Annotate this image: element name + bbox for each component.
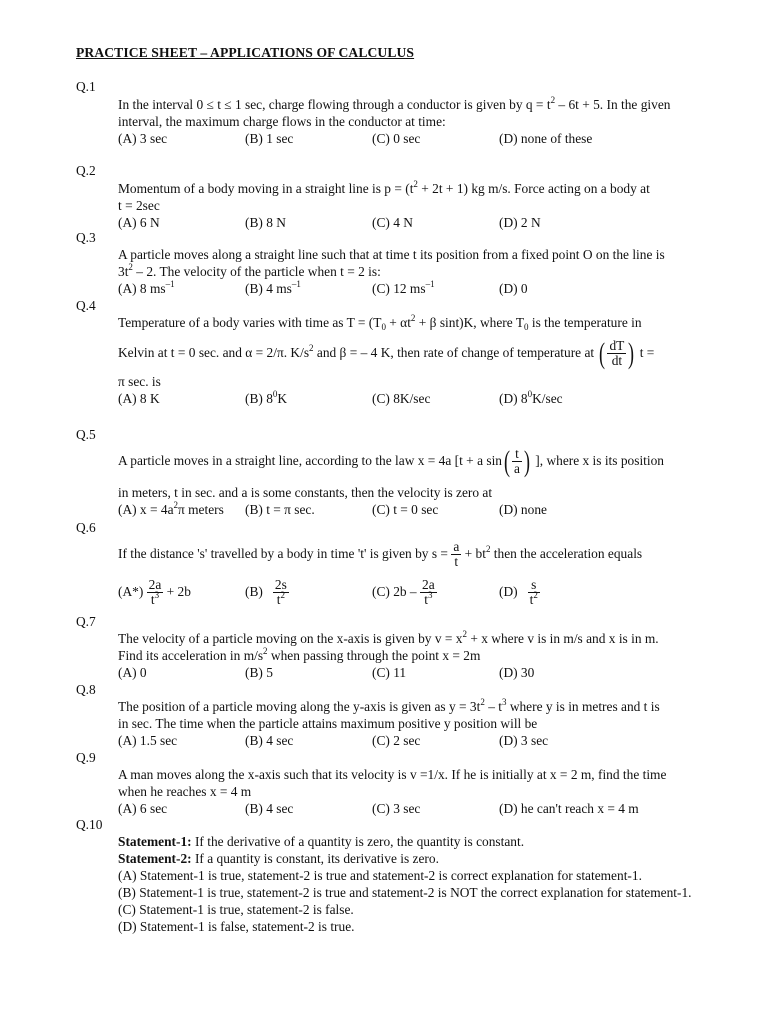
right-paren: ) [523, 444, 530, 478]
options [118, 130, 692, 147]
question-text: Find its acceleration in $m/s^2$ when passing through the point x = 2m [118, 646, 481, 663]
option-b: (B) 1 sec [245, 131, 294, 146]
right-paren: ) [628, 336, 635, 370]
option-c: (C) 3 sec [372, 801, 421, 816]
question-text: A particle moves along a straight line such that at time t its position from a fixed point O on the line is [118, 247, 665, 262]
option-c: (C) 11 [372, 665, 407, 680]
question-number: Q.8 [76, 682, 96, 697]
option-b: (B) 8 N [245, 215, 286, 230]
question-body [118, 314, 692, 407]
question-body [118, 180, 692, 231]
question-body [118, 96, 692, 147]
options [118, 280, 692, 297]
option-d: (D) none of these [499, 131, 593, 146]
choice-d: (D) Statement-1 is false, statement-2 is true. [118, 919, 355, 934]
option-d: (D) $8^0K/\sec$ [499, 389, 563, 406]
options [118, 501, 692, 518]
question-number: Q.5 [76, 427, 96, 442]
option-d: (D) 3 sec [499, 733, 549, 748]
fraction-a-t: $\frac{a}{t}$ [453, 539, 460, 570]
option-c: (C) t = 0 sec [372, 502, 439, 517]
options [118, 732, 692, 749]
option-c: (C) 8K/sec [372, 391, 431, 406]
statement-2: Statement-2: If a quantity is constant, its derivative is zero. [118, 851, 439, 866]
question-text: when he reaches x = 4 m [118, 784, 252, 799]
question-text: Kelvin at t = 0 sec. and α = 2/π. $K/s^2$ and β = – 4 K, then rate of change of temperature at ( $\frac{dT}{dt}$ ) t = [118, 336, 655, 370]
options [118, 214, 692, 231]
option-a: (A) 6 N [118, 215, 160, 230]
question-body [118, 246, 692, 297]
question-body [118, 537, 692, 609]
option-b: (B) 4 $ms^{-1}$ [245, 279, 301, 296]
option-d: (D) 0 [499, 281, 528, 296]
option-c: (C) 2 sec [372, 733, 421, 748]
option-d: (D) 30 [499, 665, 535, 680]
sheet-title: PRACTICE SHEET – APPLICATIONS OF CALCULUS [76, 45, 415, 60]
option-d: (D) $\frac{s}{t^2}$ [499, 577, 538, 608]
option-b: (B) 4 sec [245, 801, 294, 816]
option-b: (B) t = π sec. [245, 502, 315, 517]
left-paren: ( [504, 444, 510, 478]
option-d: (D) he can't reach x = 4 m [499, 801, 639, 816]
question-text: The velocity of a particle moving on the x-axis is given by $v = x^2 + x$ where v is in m/s and x is in m. [118, 629, 659, 646]
question-number: Q.9 [76, 750, 96, 765]
choice-a: (A) Statement-1 is true, statement-2 is true and statement-2 is correct explanation for statement-1. [118, 868, 642, 883]
option-d: (D) 2 N [499, 215, 541, 230]
option-a: (A*) $\frac{2a}{t^3}$ + 2b [118, 577, 191, 608]
choice-c: (C) Statement-1 is true, statement-2 is false. [118, 902, 354, 917]
question-text: The position of a particle moving along the y-axis is given as $y = 3t^2 - t^3$ where y is in metres and t is [118, 697, 660, 714]
options [118, 390, 692, 407]
option-b: (B) 5 [245, 665, 273, 680]
question-number: Q.4 [76, 298, 96, 313]
question-text: If the distance 's' travelled by a body in time 't' is given by s = $\frac{a}{t}$ + $bt^2$ then the acceleration equals [118, 539, 643, 570]
option-b: (B) 4 sec [245, 733, 294, 748]
option-b: (B) $8^0K$ [245, 389, 288, 406]
fraction-t-a: $\frac{t}{a}$ [514, 446, 520, 477]
question-text: in meters, t in sec. and a is some constants, then the velocity is zero at [118, 485, 493, 500]
statement-1: Statement-1: If the derivative of a quantity is zero, the quantity is constant. [118, 834, 525, 849]
question-text: A man moves along the x-axis such that its velocity is v =1/x. If he is initially at x = 2 m, find the time [118, 767, 667, 782]
question-text: interval, the maximum charge flows in the conductor at time: [118, 114, 446, 129]
question-text: $3t^2 - 2$. The velocity of the particle when t = 2 is: [118, 262, 381, 279]
question-body [118, 833, 692, 935]
fraction-dT-dt: $\frac{dT}{dt}$ [609, 338, 625, 369]
option-a: (A) 1.5 sec [118, 733, 178, 748]
option-a: (A) 8 $ms^{-1}$ [118, 279, 175, 296]
question-text: in sec. The time when the particle attains maximum positive y position will be [118, 716, 538, 731]
option-c: (C) 2b – $\frac{2a}{t^3}$ [372, 577, 435, 608]
question-number: Q.10 [76, 817, 103, 832]
question-text: Momentum of a body moving in a straight line is $p = (t^2 + 2t + 1)$ kg m/s. Force acting on a body at [118, 179, 650, 196]
question-body [118, 766, 692, 817]
option-b: (B) $\frac{2s}{t^2}$ [245, 577, 287, 608]
question-text: t = 2sec [118, 198, 160, 213]
question-number: Q.1 [76, 79, 96, 94]
option-a: (A) 6 sec [118, 801, 168, 816]
option-a: (A) $x = 4a^2\pi$ meters [118, 500, 224, 517]
choice-b: (B) Statement-1 is true, statement-2 is true and statement-2 is NOT the correct explanation for statement-1. [118, 885, 692, 900]
left-paren: ( [599, 336, 606, 370]
option-c: (C) 4 N [372, 215, 413, 230]
question-text: π sec. is [118, 374, 161, 389]
option-a: (A) 3 sec [118, 131, 168, 146]
question-number: Q.6 [76, 520, 96, 535]
question-text: In the interval 0 ≤ t ≤ 1 sec, charge flowing through a conductor is given by $q = t^2 - 6t + 5$. In the given [118, 95, 671, 112]
question-number: Q.2 [76, 163, 96, 178]
option-a: (A) 8 K [118, 391, 160, 406]
options [118, 664, 692, 681]
question-body [118, 698, 692, 749]
question-number: Q.3 [76, 230, 96, 245]
options [118, 575, 692, 609]
option-c: (C) 12 $ms^{-1}$ [372, 279, 435, 296]
question-body [118, 444, 692, 518]
option-d: (D) none [499, 502, 547, 517]
question-text: Temperature of a body varies with time as $T = (T_0 + \alpha t^2 + \beta$ sint)K, where $T_0$ is the temperature in [118, 313, 642, 332]
options [118, 800, 692, 817]
option-a: (A) 0 [118, 665, 147, 680]
option-c: (C) 0 sec [372, 131, 421, 146]
question-number: Q.7 [76, 614, 96, 629]
question-body [118, 630, 692, 681]
question-text: A particle moves in a straight line, according to the law x = 4a [t + a sin( $\frac{t}{a}$ ) ], where x is its position [118, 444, 664, 478]
